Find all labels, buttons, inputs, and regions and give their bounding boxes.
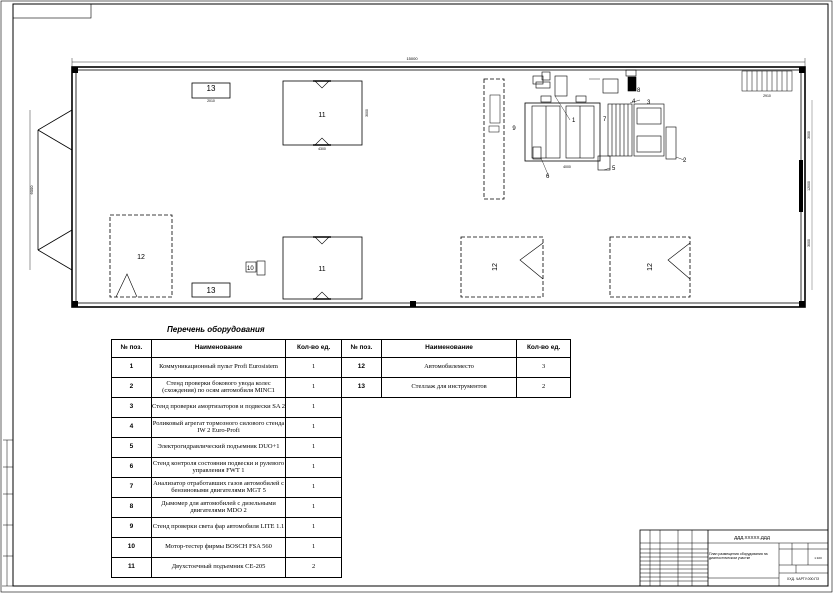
cell-qty: 1 (286, 378, 342, 398)
cell-qty: 2 (517, 378, 571, 398)
scale-label: 1:100 (814, 556, 822, 560)
pos-9-label: 9 (512, 126, 516, 132)
cell-pos: 12 (342, 358, 382, 378)
car-place-12-right-arrow (668, 243, 690, 279)
table-row (112, 358, 342, 378)
cell-pos: 2 (112, 378, 152, 398)
leader-lines (541, 79, 684, 177)
pos-7-label: 7 (603, 117, 607, 123)
cell-pos: 5 (112, 438, 152, 458)
table-row (112, 558, 342, 578)
left-gate-doors (30, 110, 72, 270)
cell-name: Анализатор отработавших газов автомобилей с бензиновыми двигателями MGT 5 (151, 478, 286, 498)
table-row (112, 518, 342, 538)
pos-9-zone (484, 79, 504, 199)
header-qty: Кол-во ед. (286, 340, 342, 358)
line-length-label: 4000 (563, 165, 571, 169)
pos-12-left-label: 12 (137, 254, 145, 261)
cell-qty: 1 (286, 478, 342, 498)
cell-qty: 1 (286, 498, 342, 518)
cell-pos: 7 (112, 478, 152, 498)
header-name: Наименование (151, 340, 286, 358)
cell-name: Коммуникационный пульт Profi Eurosistem (151, 358, 286, 378)
table-row (112, 418, 342, 438)
car-place-12-middle (461, 237, 543, 297)
cell-qty: 1 (286, 358, 342, 378)
pos-13-top-label: 13 (206, 84, 216, 93)
table-header-row (112, 340, 342, 358)
cell-pos: 11 (112, 558, 152, 578)
diagnostic-line (525, 70, 676, 170)
inner-wall-line (76, 70, 801, 303)
headlight-tester-base (489, 126, 499, 132)
headlight-tester (490, 95, 500, 123)
corner-stamp (13, 4, 91, 18)
cell-name: Стенд проверки света фар автомобиля LITE 1.1 (151, 518, 286, 538)
cell-name: Двухстоечный подъемник CE-205 (151, 558, 286, 578)
cell-pos: 3 (112, 398, 152, 418)
pos-8-label: 8 (637, 88, 641, 94)
header-qty: Кол-во ед. (517, 340, 571, 358)
corner-posts (72, 67, 805, 307)
left-side-stamp (2, 440, 13, 586)
cell-name: Дымомер для автомобилей с дизельными двигателями MDO 2 (151, 498, 286, 518)
pos-10-label: 10 (247, 266, 254, 272)
motor-tester-side (257, 261, 265, 275)
cell-name: Роликовый агрегат тормозного силового стенда IW 2 Euro-Profi (151, 418, 286, 438)
left-height-label: 6000 (29, 185, 34, 195)
right-dim-2: 12000 (807, 181, 811, 191)
pos-6-label: 6 (546, 174, 550, 180)
equipment-list-title: Перечень оборудования (167, 325, 265, 334)
table-row (112, 538, 342, 558)
right-dim-1: 3000 (807, 131, 811, 139)
cell-pos: 8 (112, 498, 152, 518)
pos-3-label: 3 (647, 100, 651, 106)
cell-pos: 13 (342, 378, 382, 398)
equipment-table-left (111, 339, 342, 578)
lift-width-label: 4300 (318, 147, 326, 151)
table-row (112, 498, 342, 518)
table-row (112, 398, 342, 418)
stair-dimension: 2910 (763, 94, 771, 98)
rack-width-label: 2010 (207, 99, 215, 103)
header-name: Наименование (381, 340, 516, 358)
cell-name: Стенд контроля состояния подвески и рулевого управления FWT 1 (151, 458, 286, 478)
cell-name: Стенд проверки амортизаторов и подвески SA 2 (151, 398, 286, 418)
table-row (112, 378, 342, 398)
pos-11-top-label: 11 (318, 112, 326, 119)
stairs (742, 71, 792, 91)
pos-12-middle-label: 12 (492, 263, 499, 271)
cell-qty: 1 (286, 418, 342, 438)
cell-qty: 1 (286, 538, 342, 558)
pos-11-bottom-label: 11 (318, 266, 326, 273)
header-pos: № поз. (342, 340, 382, 358)
car-place-12-middle-arrow (520, 243, 543, 279)
building-walls (72, 67, 805, 307)
cell-qty: 1 (286, 398, 342, 418)
cell-name: Стеллаж для инструментов (381, 378, 516, 398)
cell-qty: 1 (286, 518, 342, 538)
right-dim-3: 3000 (807, 239, 811, 247)
table-row (342, 358, 571, 378)
cell-pos: 1 (112, 358, 152, 378)
cell-name: Мотор-тестер фирмы BOSCH FSA 560 (151, 538, 286, 558)
pos-1-label: 1 (572, 118, 576, 124)
table-row (112, 438, 342, 458)
cell-name: Автомобилеместо (381, 358, 516, 378)
cell-pos: 10 (112, 538, 152, 558)
cell-pos: 9 (112, 518, 152, 538)
cell-qty: 2 (286, 558, 342, 578)
pos-13-bottom-label: 13 (206, 286, 216, 295)
cell-pos: 6 (112, 458, 152, 478)
pos-4-label: 4 (632, 99, 636, 105)
cell-name: Электрогидравлический подъемник DUO+1 (151, 438, 286, 458)
table-row (342, 378, 571, 398)
pos-2-label: 2 (683, 158, 687, 164)
table-header-row (342, 340, 571, 358)
car-place-12-left-arrow (116, 274, 137, 297)
overall-width-label: 15000 (406, 56, 418, 61)
cell-qty: 1 (286, 458, 342, 478)
equipment-table-right (341, 339, 571, 398)
bottom-code: ХХД. ЧАРТУ.000.ПЗ (786, 577, 820, 581)
cell-qty: 3 (517, 358, 571, 378)
cell-name: Стенд проверки бокового увода колес (схождения) по осям автомобиля MINC1 (151, 378, 286, 398)
cell-qty: 1 (286, 438, 342, 458)
table-row (112, 478, 342, 498)
lift-height-label: 3000 (365, 109, 369, 117)
cell-pos: 4 (112, 418, 152, 438)
sheet-title: План размещения оборудования на диагностическом участке (709, 552, 768, 560)
pos-12-right-label: 12 (647, 263, 654, 271)
table-row (112, 458, 342, 478)
pos-5-label: 5 (612, 166, 616, 172)
sheet-code: ДДД.ХХХХХ.ДДД (734, 535, 770, 540)
header-pos: № поз. (112, 340, 152, 358)
